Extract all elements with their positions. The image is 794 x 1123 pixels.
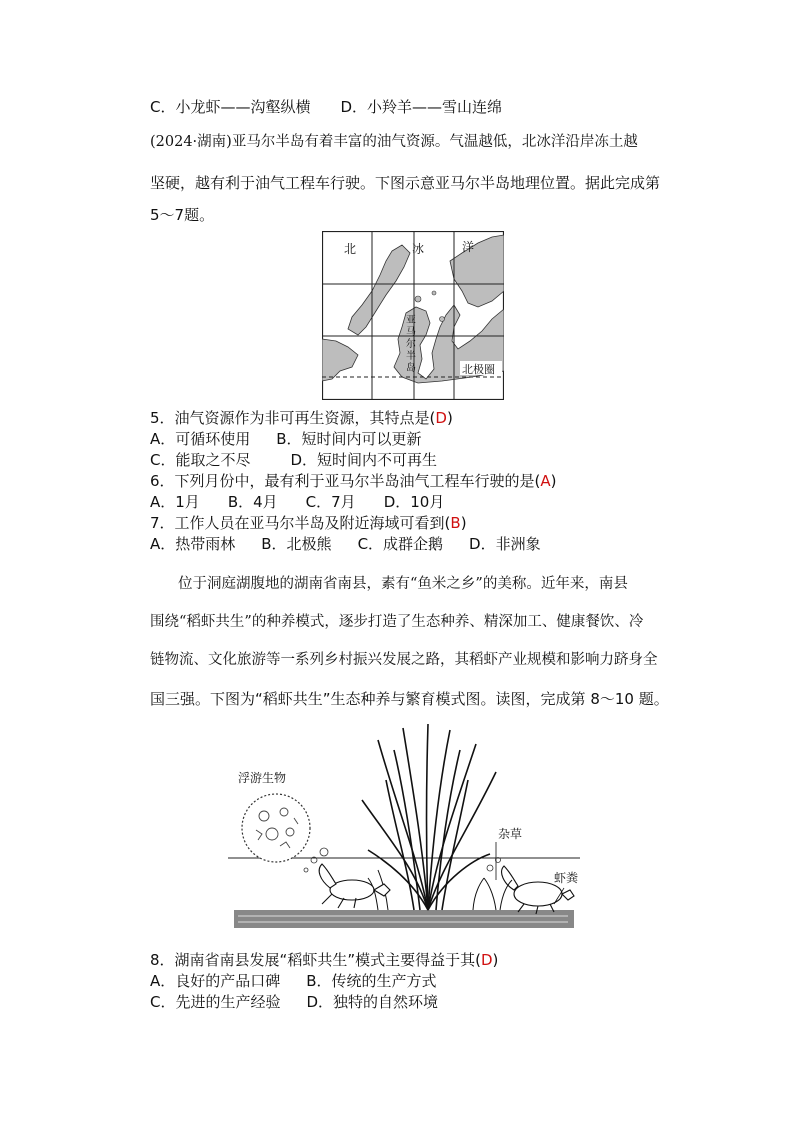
option-d: D．小羚羊——雪山连绵 — [340, 98, 503, 116]
option-7a: A．热带雨林 — [150, 535, 236, 553]
answer-8: D — [480, 951, 493, 969]
answer-6: A — [540, 472, 551, 490]
svg-text:岛: 岛 — [406, 363, 416, 374]
question-7: 7．工作人员在亚马尔半岛及附近海域可看到(B) — [150, 514, 467, 532]
svg-text:半: 半 — [406, 351, 416, 362]
option-6a: A．1月 — [150, 493, 200, 511]
ocean-label-ice: 冰 — [412, 242, 425, 256]
soil-layer — [234, 910, 574, 928]
svg-text:亚: 亚 — [406, 315, 416, 326]
plankton-circle — [242, 794, 310, 862]
weed-label: 杂草 — [498, 827, 523, 841]
question-5: 5．油气资源作为非可再生资源，其特点是(D) — [150, 409, 453, 427]
question-6-options — [150, 492, 444, 512]
answer-5: D — [435, 409, 447, 427]
question-8-options-ab — [150, 971, 437, 991]
passage-2-line-3: 链物流、文化旅游等一系列乡村振兴发展之路，其稻虾产业规模和影响力跻身全 — [150, 652, 658, 668]
option-6b: B．4月 — [227, 493, 278, 511]
option-5a: A．可循环使用 — [150, 430, 251, 448]
option-7c: C．成群企鹅 — [357, 535, 444, 553]
plankton-label: 浮游生物 — [238, 771, 287, 785]
question-5-options-cd — [150, 450, 437, 470]
option-8a: A．良好的产品口碑 — [150, 972, 281, 990]
question-5-options-ab — [150, 429, 422, 449]
option-7d: D．非洲象 — [469, 535, 541, 553]
option-8c: C．先进的生产经验 — [150, 993, 281, 1011]
passage-2-line-1: 位于洞庭湖腹地的湖南省南县，素有“鱼米之乡”的美称。近年来，南县 — [178, 576, 628, 592]
svg-text:马: 马 — [406, 327, 416, 338]
passage-1-line-2: 坚硬，越有利于油气工程车行驶。下图示意亚马尔半岛地理位置。据此完成第 — [150, 174, 661, 192]
option-5c: C．能取之不尽 — [150, 451, 251, 469]
crayfish-left — [319, 864, 390, 908]
question-6: 6．下列月份中，最有利于亚马尔半岛油气工程车行驶的是(A) — [150, 472, 557, 490]
options-previous-question — [150, 97, 502, 117]
peninsula-label — [406, 314, 416, 374]
feces-label: 虾粪 — [554, 871, 579, 885]
yamal-map — [322, 231, 504, 400]
ocean-label-north: 北 — [344, 242, 357, 256]
question-8: 8．湖南省南县发展“稻虾共生”模式主要得益于其(D) — [150, 951, 499, 969]
option-6c: C．7月 — [305, 493, 356, 511]
passage-2-line-4: 国三强。下图为“稻虾共生”生态种养与繁育模式图。读图，完成第 8～10 题。 — [150, 690, 669, 708]
question-7-options — [150, 534, 541, 554]
ocean-label-ocean: 洋 — [462, 240, 475, 254]
option-8b: B．传统的生产方式 — [306, 972, 437, 990]
option-8d: D．独特的自然环境 — [306, 993, 439, 1011]
arctic-circle-label: 北极圈 — [462, 363, 495, 376]
passage-2-line-2: 围绕“稻虾共生”的种养模式，逐步打造了生态种养、精深加工、健康餐饮、冷 — [150, 614, 644, 630]
passage-1-line-3: 5～7题。 — [150, 206, 215, 224]
question-8-options-cd — [150, 992, 438, 1012]
rice-shrimp-figure — [228, 720, 580, 944]
option-5b: B．短时间内可以更新 — [276, 430, 422, 448]
option-6d: D．10月 — [383, 493, 445, 511]
option-7b: B．北极熊 — [261, 535, 332, 553]
option-c: C．小龙虾——沟壑纵横 — [150, 98, 311, 116]
answer-7: B — [450, 514, 461, 532]
option-5d: D．短时间内不可再生 — [290, 451, 438, 469]
svg-text:尔: 尔 — [406, 339, 416, 350]
passage-1-line-1: (2024·湖南)亚马尔半岛有着丰富的油气资源。气温越低，北冰洋沿岸冻土越 — [150, 134, 638, 150]
